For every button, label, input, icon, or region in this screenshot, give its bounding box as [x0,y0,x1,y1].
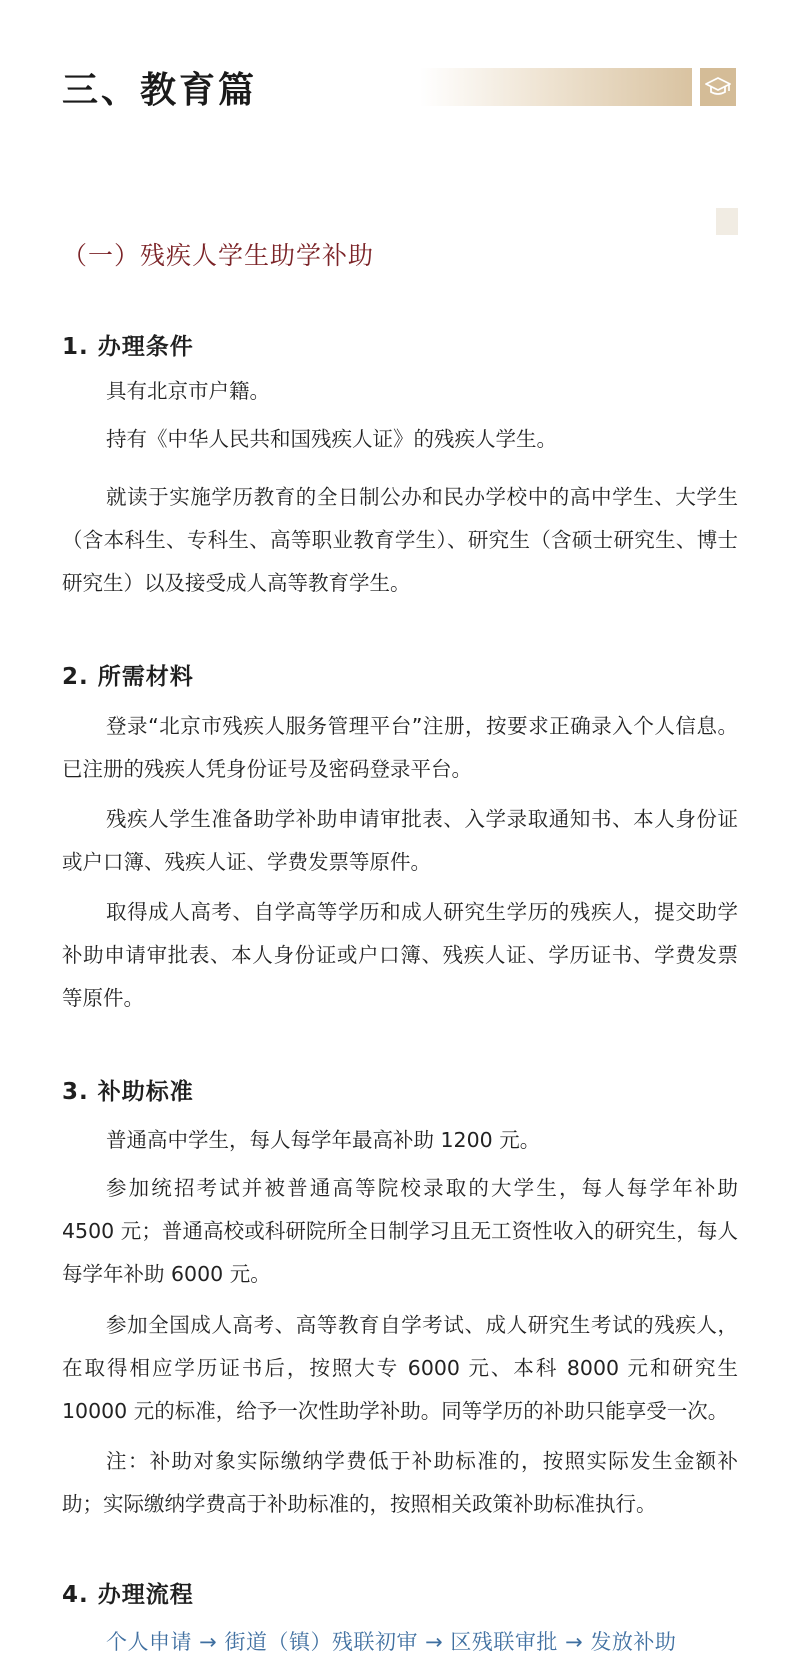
paragraph: 普通高中学生，每人每学年最高补助 1200 元。 [106,1128,541,1152]
paragraph: 持有《中华人民共和国残疾人证》的残疾人学生。 [106,427,557,451]
heading-standards: 3. 补助标准 [62,1079,194,1105]
title-decoration-band [420,68,692,106]
corner-decoration [716,208,738,235]
paragraph: 参加统招考试并被普通高等院校录取的大学生，每人每学年补助 4500 元；普通高校或科研院所全日制学习且无工资性收入的研究生，每人每学年补助 6000 元。 [62,1176,738,1286]
graduation-cap-badge [700,68,736,106]
paragraph: 残疾人学生准备助学补助申请审批表、入学录取通知书、本人身份证或户口簿、残疾人证、学费发票等原件。 [62,807,738,874]
heading-materials: 2. 所需材料 [62,664,194,690]
paragraph: 登录“北京市残疾人服务管理平台”注册，按要求正确录入个人信息。已注册的残疾人凭身份证号及密码登录平台。 [62,714,738,781]
graduation-cap-icon [705,76,731,98]
paragraph: 就读于实施学历教育的全日制公办和民办学校中的高中学生、大学生（含本科生、专科生、高等职业教育学生）、研究生（含硕士研究生、博士研究生）以及接受成人高等教育学生。 [62,485,738,595]
section-title: （一）残疾人学生助学补助 [62,241,375,270]
paragraph: 取得成人高考、自学高等学历和成人研究生学历的残疾人，提交助学补助申请审批表、本人身份证或户口簿、残疾人证、学历证书、学费发票等原件。 [62,900,738,1010]
heading-conditions: 1. 办理条件 [62,334,194,360]
note-paragraph: 注：补助对象实际缴纳学费低于补助标准的，按照实际发生金额补助；实际缴纳学费高于补助标准的，按照相关政策补助标准执行。 [62,1449,738,1516]
paragraph: 具有北京市户籍。 [106,379,270,403]
process-flow: 个人申请 → 街道（镇）残联初审 → 区残联审批 → 发放补助 [106,1630,677,1654]
chapter-title: 三、教育篇 [62,70,258,111]
heading-process: 4. 办理流程 [62,1582,194,1608]
paragraph: 参加全国成人高考、高等教育自学考试、成人研究生考试的残疾人，在取得相应学历证书后，按照大专 6000 元、本科 8000 元和研究生 10000 元的标准，给予一次性助学补助。同等学历的补助只能享受一次。 [62,1313,738,1423]
